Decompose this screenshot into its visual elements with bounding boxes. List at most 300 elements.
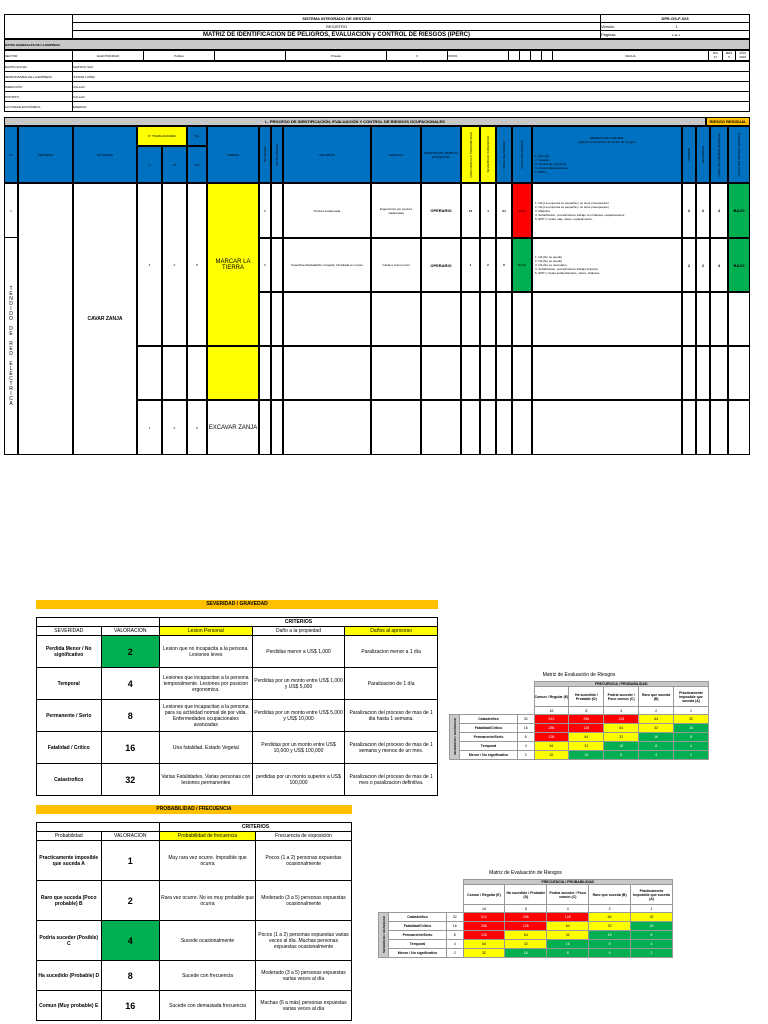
process-name: TENDIDO DE RED ELECTRICA [8, 286, 14, 406]
prob-h-exposicion: Frecuencia de exposición [256, 832, 352, 841]
matrix-col-label: Podría suceder / Poco común (C) [604, 687, 639, 707]
hz1-sev: 4 [480, 183, 496, 238]
sev-row-dano: Perdidas por un monto entre US$ 1,000 y US$ 5,000 [252, 668, 345, 700]
prob-row-value: 2 [101, 881, 160, 921]
task1-name: MARCAR LA TIERRA [207, 183, 259, 346]
empty-cell [512, 346, 532, 400]
date-col-day: DIA [712, 51, 718, 55]
matrix-row-label: Menor / No significativo [389, 949, 447, 958]
severity-section [36, 600, 438, 796]
matrix-cell: 64 [505, 931, 547, 940]
prob-h-valoracion: VALORACION [101, 832, 160, 841]
prob-row-expo: Pocos (1 a 2) personas expuestas ocasionalmente [256, 841, 352, 881]
matrix-cell: 128 [505, 922, 547, 931]
iperc-grid [4, 117, 750, 455]
col-tareas: TAREAS [207, 126, 259, 183]
empty-cell [271, 292, 283, 346]
col-m: M [162, 146, 187, 183]
prob-row-freq: Sucede con demasiada frecuencia [160, 991, 256, 1021]
matrix-row-label: Fatalidad/Crítico [460, 724, 518, 733]
matrix-row-label: Permanente/Serio [389, 931, 447, 940]
empty-cell [710, 400, 728, 455]
matrix-cell: 4 [589, 949, 631, 958]
empty-cell [480, 292, 496, 346]
hz1-peligro: Postura inadecuada [283, 183, 371, 238]
hz2-peligro: Superficie Resbaladiza, Irregular, Ondulada en el piso [283, 238, 371, 292]
version-value: 1 [675, 24, 678, 29]
matrix-cell: 64 [604, 724, 639, 733]
empty-cell [283, 400, 371, 455]
public-label: Publico [144, 51, 215, 61]
col-medidas [532, 126, 682, 183]
empty-cell [696, 346, 710, 400]
col-hrs: Hrs [187, 146, 207, 183]
col-puestos: PUESTOS DE TRABAJO EXPUESTOS [421, 126, 461, 183]
hz1-res-prob: 2 [682, 183, 696, 238]
matrix-cell: 32 [674, 715, 709, 724]
logo-area [5, 15, 73, 39]
empty-cell [710, 346, 728, 400]
matrix-col-value: 1 [631, 905, 673, 913]
col-nivel: NIVEL DEL RIESGO [502, 140, 506, 169]
sev-row-value: 2 [101, 636, 160, 668]
matrix-cell: 32 [589, 922, 631, 931]
sev-row-proceso: Paralizacion del proceso de mas de 1 semana y menos de un mes. [345, 732, 438, 764]
responsible-label: RESPONSABLE DE LA EMPRESA [5, 72, 73, 82]
matrix-cell: 32 [604, 733, 639, 742]
matrix-col-value: 8 [569, 707, 604, 715]
sev-row-value: 4 [101, 668, 160, 700]
matrix-col-value: 1 [674, 707, 709, 715]
row-number: 1 [4, 183, 18, 238]
prob-row-value: 8 [101, 961, 160, 991]
company-info [4, 61, 750, 112]
prob-row-name: Podría suceder (Posible) C [37, 921, 102, 961]
empty-cell [283, 346, 371, 400]
district-value: CALLAO [73, 92, 750, 102]
probability-table [36, 822, 352, 1021]
sev-row-name: Permanente / Serio [37, 700, 102, 732]
matrix-cell: 64 [534, 742, 569, 751]
empty-cell [710, 292, 728, 346]
prob-row-freq: Sucede con frecuencia [160, 961, 256, 991]
sev-row-lesion: Lesiones que incapacitan a la persona temporalmente. Lesiones por posicion ergonomica. [160, 668, 253, 700]
matrix-col-label: Raro que suceda (B) [639, 687, 674, 707]
empty-cell [512, 292, 532, 346]
empty-cell [728, 400, 750, 455]
matrix-freq-header: FRECUENCIA / PROBABILIDAD [534, 682, 709, 687]
registro-label: REGISTRO [73, 23, 601, 31]
col-actividad: ACTIVIDAD [73, 126, 137, 183]
matrix-cell: 64 [463, 940, 505, 949]
empty-cell [371, 346, 421, 400]
task2-hrs: 8 [187, 400, 207, 455]
matrix-cell: 256 [505, 913, 547, 922]
task1-m: 0 [162, 183, 187, 346]
sev-row-dano: Perdidas por un monto entre US$ 5,000 y US$ 10,000 [252, 700, 345, 732]
col-te: T.E. [187, 126, 207, 146]
hz1-nivel: 64 [496, 183, 512, 238]
empty-cell [371, 292, 421, 346]
col-nro: N° [4, 126, 18, 183]
empty-cell [271, 400, 283, 455]
sev-row-dano: Perdidas por un monto entre US$ 10,000 y US$ 100,000 [252, 732, 345, 764]
probability-section [36, 805, 352, 1021]
date-val-year: 2019 [739, 55, 747, 59]
matrix-cell: 64 [639, 715, 674, 724]
sev-row-dano: Perdidas menor a US$ 1,000 [252, 636, 345, 668]
sector-value: ELECTRICIDAD [73, 51, 144, 61]
matrix-row-value: 32 [518, 715, 535, 724]
probability-criterios: CRITERIOS [160, 823, 352, 832]
col-riesgos: RIESGOS [371, 126, 421, 183]
system-title: SISTEMA INTEGRADO DE GESTIÓN [73, 15, 601, 23]
activity-label: ACTIVIDAD ECONÓMICA [5, 102, 73, 112]
address-value: CALLAO [73, 82, 750, 92]
empty-cell [480, 400, 496, 455]
matrix-row-value: 4 [518, 742, 535, 751]
prob-row-name: Raro que suceda (Poco probable) B [37, 881, 102, 921]
sev-h-severidad: SEVERIDAD [37, 627, 102, 636]
matrix-cell: 32 [569, 742, 604, 751]
matrix-row-label: Menor / No significativo [460, 751, 518, 760]
matrix-col-label: Prácticamente Imposible que suceda (A) [631, 885, 673, 905]
hz1-res-nivel: 4 [710, 183, 728, 238]
empty-cell [259, 346, 271, 400]
matrix-cell: 128 [547, 913, 589, 922]
hz2-riesgo: Caída a mismo nivel [371, 238, 421, 292]
matrix-cell: 64 [589, 913, 631, 922]
hz1-freq: 16 [461, 183, 480, 238]
matrix-cell: 16 [631, 922, 673, 931]
prob-row-expo: Moderado (3 a 5) personas expuestas varias veces al día [256, 961, 352, 991]
severity-title: SEVERIDAD / GRAVEDAD [36, 600, 438, 609]
matrix-col-label: Raro que suceda (B) [589, 885, 631, 905]
empty-cell [682, 346, 696, 400]
matrix-col-value: 16 [534, 707, 569, 715]
task1-h: 3 [137, 183, 162, 346]
private-mark: X [387, 51, 448, 61]
empty-cell [532, 292, 682, 346]
matrix-cell: 8 [639, 742, 674, 751]
matrix-row-value: 2 [518, 751, 535, 760]
empty-cell [421, 346, 461, 400]
prob-row-expo: Moderado (3 a 5) personas expuestas ocasionalmente [256, 881, 352, 921]
matrix-row-value: 4 [447, 940, 464, 949]
matrix-cell: 8 [604, 751, 639, 760]
pages-value: 1 de 1 [671, 33, 680, 37]
sev-row-value: 32 [101, 764, 160, 796]
prob-h-probabilidad: Probabilidad [37, 832, 102, 841]
matrix-row-value: 32 [447, 913, 464, 922]
col-medidas-list: 1. Eliminar 2. Sustituir 3. Control de ingeniería 4. Control Administrativo 5. EPP's [535, 153, 568, 174]
hz2-rutinaria: X [259, 238, 271, 292]
task2-m: 0 [162, 400, 187, 455]
version-label: Versión [601, 24, 615, 29]
task1-hrs: 8 [187, 183, 207, 346]
matrix-cell: 16 [569, 751, 604, 760]
empty-cell [421, 292, 461, 346]
date-val-month: 5 [728, 55, 730, 59]
sev-h-lesion: Lesion Personal [160, 627, 253, 636]
empty-cell [371, 400, 421, 455]
matrix-title: Matriz de Evaluación de Riesgos [542, 672, 616, 678]
date-col-year: AÑO [739, 51, 746, 55]
matrix-row-label: Temporal [460, 742, 518, 751]
sev-row-dano: perdidas por un monto superior a US$ 100,000 [252, 764, 345, 796]
empty-cell [496, 346, 512, 400]
general-data-title: DATOS GENERALES DE LA EMPRESA [5, 40, 750, 50]
matrix-cell: 16 [547, 940, 589, 949]
risk-matrix-1 [449, 672, 709, 760]
empty-cell [728, 346, 750, 400]
hz2-res-valor: BAJO [728, 238, 750, 292]
sev-row-proceso: Paralizacion del proceso de mas de 1 mes o paralizacion definitiva. [345, 764, 438, 796]
matrix-row-value: 8 [447, 931, 464, 940]
matrix-cell: 2 [674, 751, 709, 760]
col-no-rutinaria: NO RUTINARIA [275, 143, 279, 166]
prob-row-value: 4 [101, 921, 160, 961]
severity-table [36, 617, 438, 796]
col-medidas-sub: (Aplicar la secuencia de control de riesgos) [578, 139, 636, 144]
visit-label: VISITA [448, 51, 509, 61]
hz2-res-sev: 2 [696, 238, 710, 292]
date-col-month: MES [725, 51, 733, 55]
empty-cell [259, 292, 271, 346]
empty-cell [283, 292, 371, 346]
empty-cell [682, 400, 696, 455]
sev-row-lesion: Lesion que no incapacita a la persona. Lesiones leves [160, 636, 253, 668]
matrix-sev-header: SEVERIDAD / GRAVEDAD [381, 916, 386, 953]
residual-title: RIESGO RESIDUAL [706, 117, 750, 126]
matrix-col-value: 16 [463, 905, 505, 913]
sev-row-proceso: Paralizacion del proceso de mas de 1 dia hasta 1 semana. [345, 700, 438, 732]
hz2-valor: BAJO [512, 238, 532, 292]
hz2-res-prob: 2 [682, 238, 696, 292]
matrix-sev-header: SEVERIDAD / GRAVEDAD [452, 718, 457, 755]
hz2-res-nivel: 4 [710, 238, 728, 292]
col-valor: VALOR DEL RIESGO [520, 139, 524, 169]
sev-row-proceso: Paralizacion de 1 día [345, 668, 438, 700]
matrix-col-label: Podría suceder / Poco común (C) [547, 885, 589, 905]
matrix-row-label: Permanente/Serio [460, 733, 518, 742]
empty-cell [696, 292, 710, 346]
private-label: Privado [286, 51, 387, 61]
prob-row-freq: Muy rara vez ocurre. Imposible que ocurra [160, 841, 256, 881]
matrix-row-label: Fatalidad/Crítico [389, 922, 447, 931]
matrix-freq-header: FRECUENCIA / PROBABILIDAD [463, 880, 673, 885]
matrix-cell: 32 [505, 940, 547, 949]
page-title: MATRIZ DE IDENTIFICACION DE PELIGROS, EVALUACION y CONTROL DE RIESGOS (IPERC) [73, 31, 601, 39]
sev-row-proceso: Paralizacion menor a 1 día [345, 636, 438, 668]
col-medidas-title: MEDIDAS DE CONTROL [589, 135, 625, 140]
sev-row-name: Fatalidad / Critico [37, 732, 102, 764]
col-severidad: SEVERIDAD / GRAVEDAD [486, 136, 490, 173]
hz1-puesto: OPERARIO [421, 183, 461, 238]
matrix-cell: 4 [639, 751, 674, 760]
date-label: FECHA [553, 51, 709, 61]
empty-cell [496, 292, 512, 346]
matrix-col-label: Prácticamente Imposible que suceda (A) [674, 687, 709, 707]
prob-row-name: Ha sucedido (Probable) D [37, 961, 102, 991]
sev-row-lesion: Una fatalidad. Estado Vegetal [160, 732, 253, 764]
matrix-cell: 128 [534, 733, 569, 742]
empty-cell [512, 400, 532, 455]
empty-cell [532, 400, 682, 455]
sev-row-lesion: Varias Fatalidades. Varias personas con lesiones permanentes [160, 764, 253, 796]
matrix-col-value: 8 [505, 905, 547, 913]
date-grid [709, 51, 749, 60]
sev-row-name: Perdida Menor / No significativo [37, 636, 102, 668]
hz1-res-sev: 2 [696, 183, 710, 238]
sector-row [4, 50, 750, 61]
empty-cell [480, 346, 496, 400]
prob-row-freq: Sucede ocasionalmente [160, 921, 256, 961]
responsible-value: JUNIOR LOPEZ [73, 72, 750, 82]
matrix-cell: 16 [505, 949, 547, 958]
severity-criterios: CRITERIOS [160, 618, 438, 627]
matrix-cell: 2 [631, 949, 673, 958]
matrix-row-label: Catastrófico [460, 715, 518, 724]
company-label: RAZÓN SOCIAL [5, 62, 73, 72]
matrix-cell: 128 [569, 724, 604, 733]
col-trabajadores: N° TRABAJADORES [137, 126, 187, 146]
date-val-day: 27 [713, 55, 717, 59]
matrix-cell: 512 [534, 715, 569, 724]
hz2-medidas: 1. NA (No se puede) 2. NA (No se puede) 3. NA (No es necesario) 4. Señalización, procedimiento trabajo limpieza 5. EPP´s: botas antideslizantes, casco, chalecos [532, 238, 682, 292]
sev-row-lesion: Lesiones que incapacitan a la persona para su actividad normal de por vida. Enfermedades ocupacionales avanzadas [160, 700, 253, 732]
matrix-col-label: Ha sucedido / Probable (D) [569, 687, 604, 707]
activity-name: CAVAR ZANJA [73, 183, 137, 455]
sector-label: SECTOR [5, 51, 73, 61]
matrix-cell: 256 [463, 922, 505, 931]
matrix-col-value: 2 [589, 905, 631, 913]
sev-row-value: 16 [101, 732, 160, 764]
matrix-row-value: 16 [518, 724, 535, 733]
empty-cell [461, 346, 480, 400]
district-label: DISTRITO [5, 92, 73, 102]
col-nivel-res: NIVEL DEL RIESGO RESIDUAL [717, 132, 721, 177]
matrix-cell: 8 [589, 940, 631, 949]
matrix-cell: 256 [534, 724, 569, 733]
col-proceso: PROCESO [18, 126, 73, 183]
matrix-cell: 16 [674, 724, 709, 733]
empty-cell [271, 346, 283, 400]
matrix-cell: 32 [631, 913, 673, 922]
matrix-cell: 64 [569, 733, 604, 742]
matrix-col-label: Ha sucedido / Probable (D) [505, 885, 547, 905]
matrix-cell: 8 [547, 949, 589, 958]
sev-h-valoracion: VALORACION [101, 627, 160, 636]
empty-cell [461, 292, 480, 346]
sev-row-name: Temporal [37, 668, 102, 700]
hz2-sev: 2 [480, 238, 496, 292]
col-valor-res: VALOR DEL RIESGO RESIDUAL [737, 132, 741, 177]
prob-row-name: Comun (Muy probable) E [37, 991, 102, 1021]
prob-row-expo: Muchas (6 a más) personas expuestas varias veces al día [256, 991, 352, 1021]
matrix-row-value: 2 [447, 949, 464, 958]
col-rutinaria: RUTINARIA [263, 146, 267, 163]
prob-row-expo: Pocos (1 a 2) personas expuestas varias veces al día. Muchas personas expuestas ocasionalmente [256, 921, 352, 961]
matrix-cell: 512 [463, 913, 505, 922]
task2-name: EXCAVAR ZANJA [207, 400, 259, 455]
hz1-res-valor: BAJO [728, 183, 750, 238]
section-title: I.- PROCESO DE IDENTIFICACIÓN, EVALUACIÓN Y CONTROL DE RIESGOS OCUPACIONALES [4, 117, 706, 126]
matrix-cell: 8 [631, 931, 673, 940]
matrix-col-value: 2 [639, 707, 674, 715]
matrix-col-label: Comun / Regular (E) [463, 885, 505, 905]
matrix-cell: 32 [639, 724, 674, 733]
hz2-freq: 4 [461, 238, 480, 292]
document-header [4, 14, 750, 112]
matrix-cell: 32 [547, 931, 589, 940]
col-sev-res: SEVERIDAD [701, 145, 705, 164]
empty-cell [421, 400, 461, 455]
empty-cell [682, 292, 696, 346]
hz2-nivel: 8 [496, 238, 512, 292]
prob-row-name: Practicamente imposible que suceda A [37, 841, 102, 881]
doc-code: DPE-GS-F-023 [601, 15, 750, 23]
process-cell [18, 183, 73, 455]
matrix-cell: 128 [604, 715, 639, 724]
prob-row-value: 1 [101, 841, 160, 881]
hz1-medidas: 1. NA (La empresa es pequeña y no tiene presupuesto) 2. NA (La empresa es pequeña y no tiene presupuesto) 3. Maquina 4. Señalización, procedimiento trabajo con tiralinea, capacitaciones 5. EPP´s: botas, faja, casco, equipamiento... [532, 183, 682, 238]
matrix-row-value: 16 [447, 922, 464, 931]
matrix-row-label: Temporal [389, 940, 447, 949]
hz1-rutinaria: X [259, 183, 271, 238]
sev-h-proceso: Daños al aproceso [345, 627, 438, 636]
company-value: CERSITO SAC [73, 62, 750, 72]
col-h: H [137, 146, 162, 183]
matrix-col-value: 4 [547, 905, 589, 913]
matrix-cell: 8 [674, 733, 709, 742]
address-label: DIRECCIÓN [5, 82, 73, 92]
empty-cell [461, 400, 480, 455]
matrix-cell: 32 [463, 949, 505, 958]
matrix-cell: 128 [463, 931, 505, 940]
empty-cell [696, 400, 710, 455]
prob-row-freq: Rara vez ocurre. No es muy probable que ocurra [160, 881, 256, 921]
matrix-col-value: 4 [604, 707, 639, 715]
prob-row-value: 16 [101, 991, 160, 1021]
empty-cell [728, 292, 750, 346]
prob-h-frecuencia: Probabilidad de frecuencia [160, 832, 256, 841]
matrix-cell: 64 [547, 922, 589, 931]
risk-matrix-2 [378, 870, 673, 958]
empty-cell [496, 400, 512, 455]
sev-row-name: Catastrofico [37, 764, 102, 796]
matrix-row-value: 8 [518, 733, 535, 742]
hz2-puesto: OPERARIO [421, 238, 461, 292]
matrix-cell: 4 [674, 742, 709, 751]
matrix-row-label: Catastrófico [389, 913, 447, 922]
sev-h-dano: Daño a la propiedad [252, 627, 345, 636]
matrix-cell: 16 [604, 742, 639, 751]
col-frecuencia: FRECUENCIA O PROBABILIDAD [468, 131, 473, 178]
col-prob-res: PROBAB [687, 148, 691, 161]
hz1-riesgo: Ergonómico por postura inadecuada [371, 183, 421, 238]
hz1-valor: ALTO [512, 183, 532, 238]
matrix-cell: 4 [631, 940, 673, 949]
sev-row-value: 8 [101, 700, 160, 732]
empty-cell [259, 400, 271, 455]
col-peligros: PELIGROS [283, 126, 371, 183]
matrix-cell: 256 [569, 715, 604, 724]
matrix-col-label: Comun / Regular (E) [534, 687, 569, 707]
task2-h: 1 [137, 400, 162, 455]
matrix-cell: 32 [534, 751, 569, 760]
matrix-cell: 16 [589, 931, 631, 940]
